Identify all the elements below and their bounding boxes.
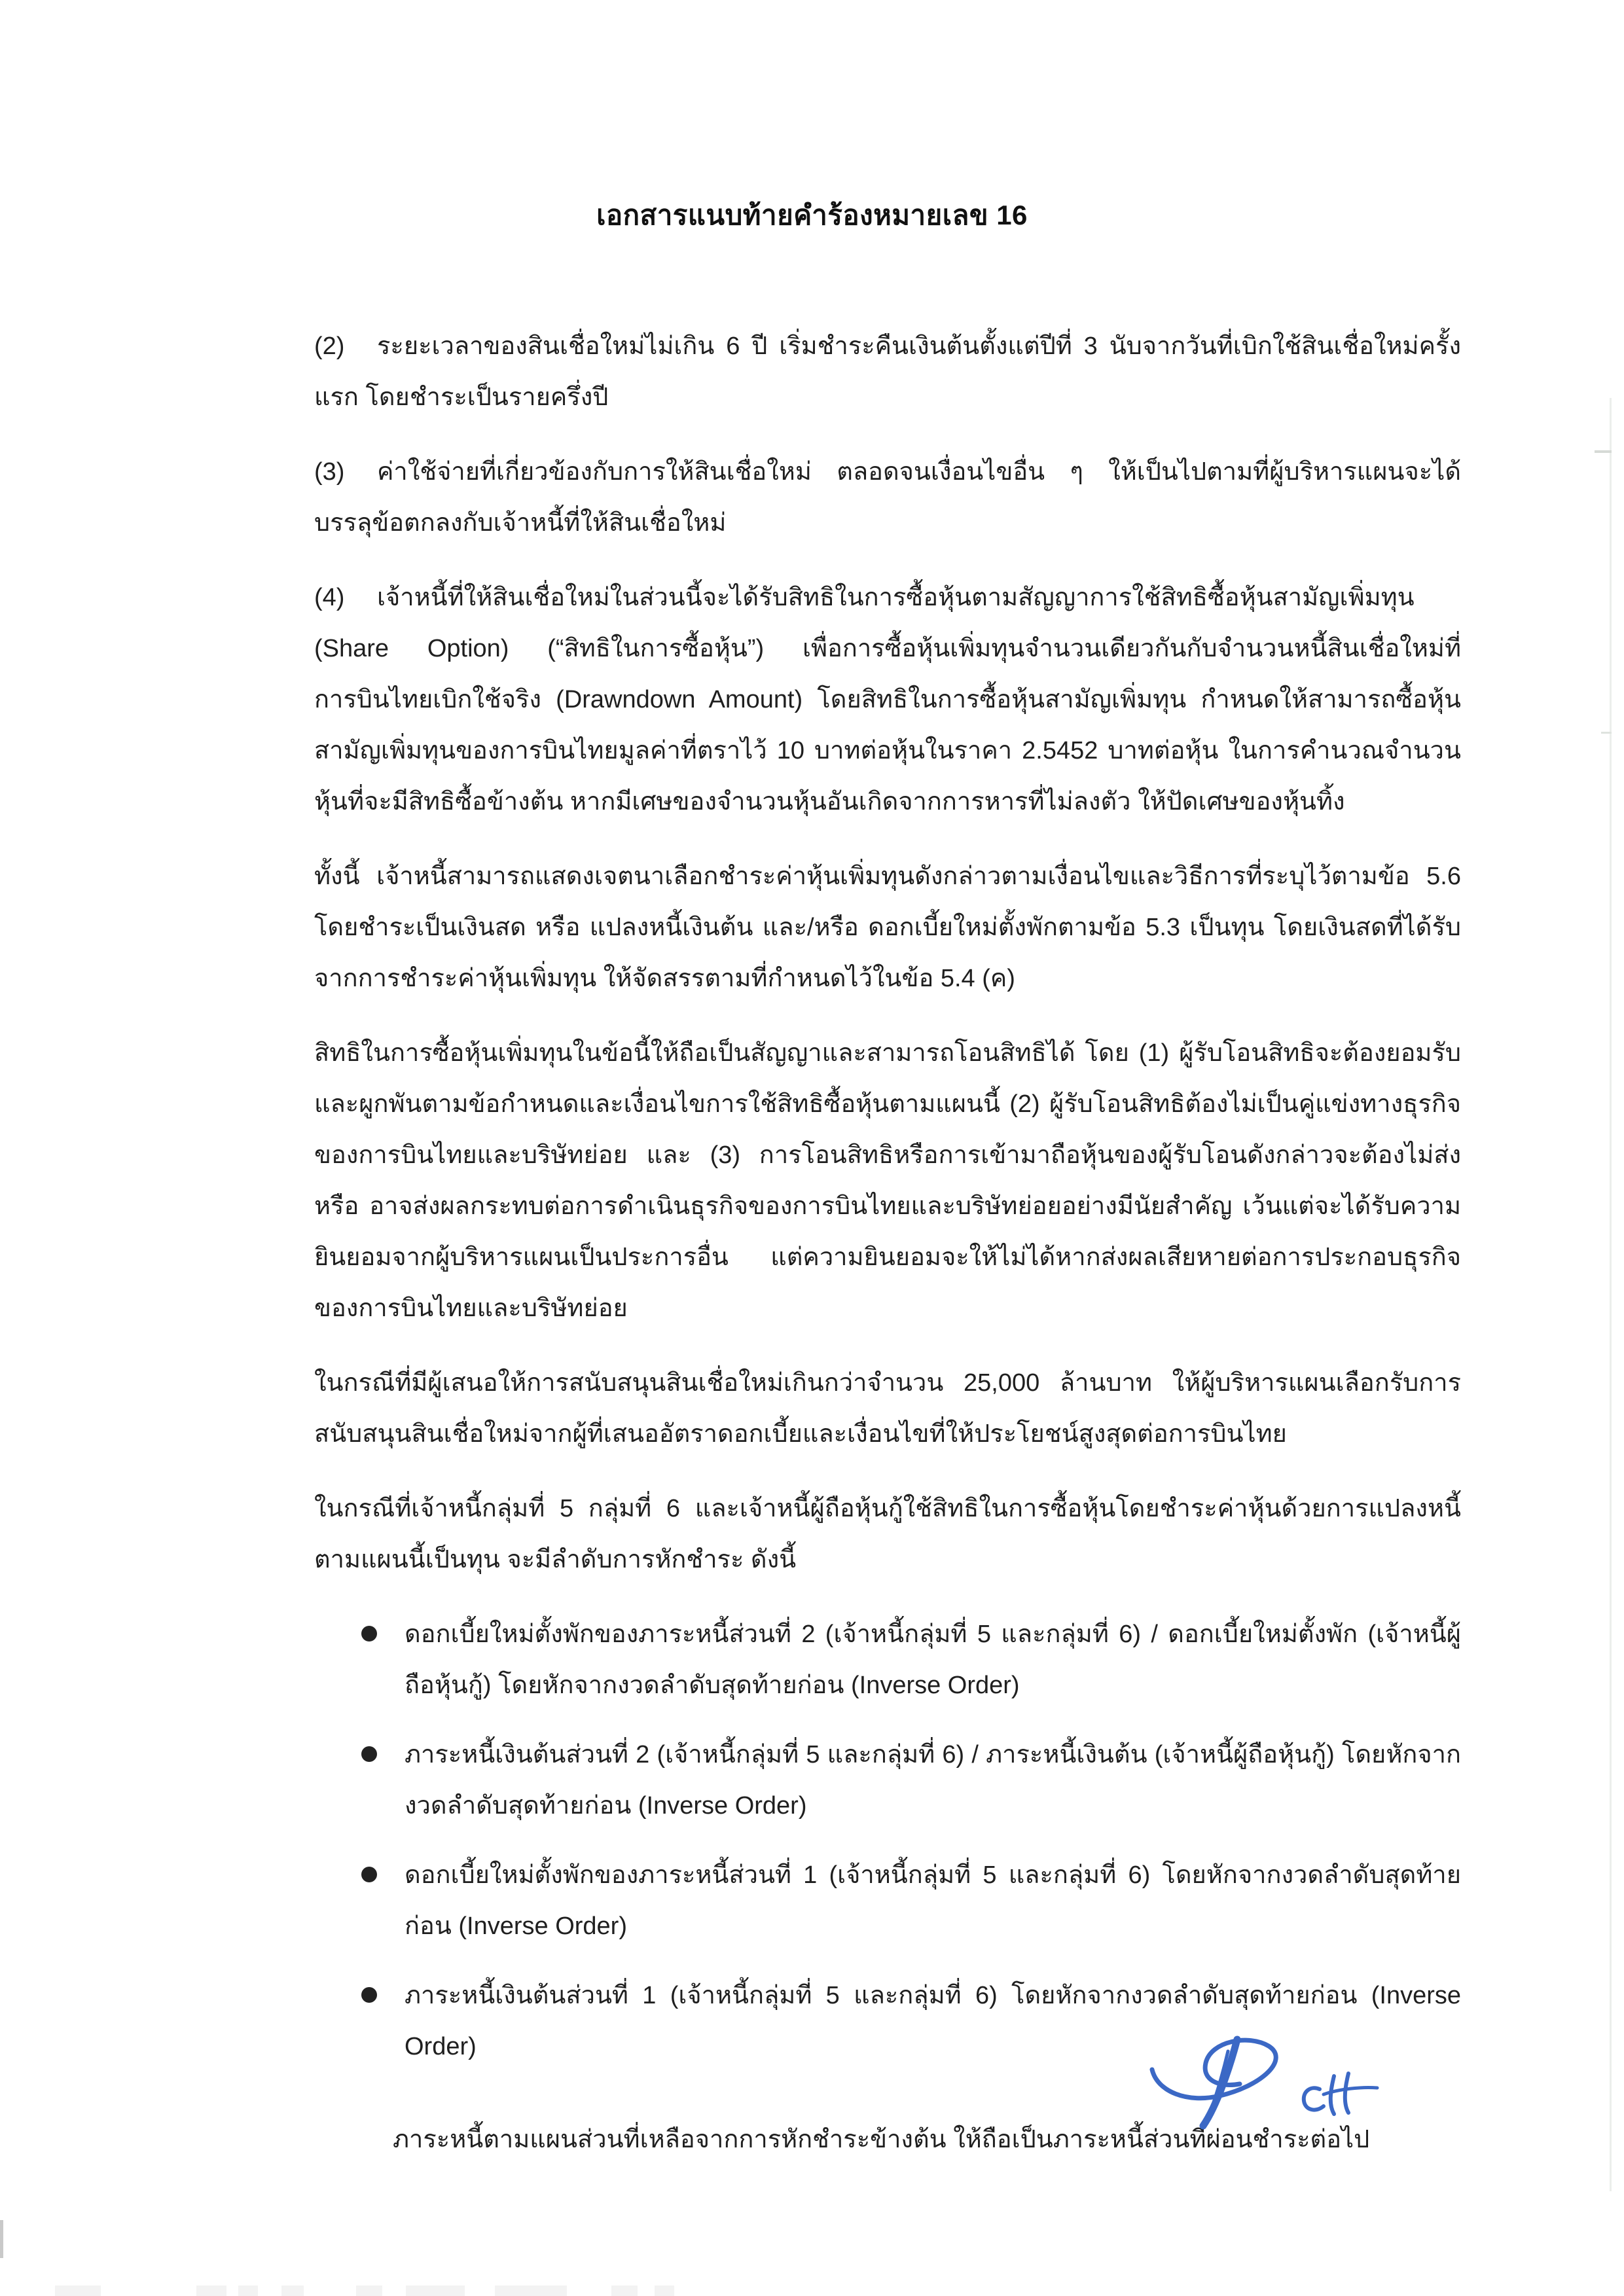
scan-artifact-dash [1595,450,1612,453]
scan-bleedthrough [611,2286,638,2296]
paragraph-deduction-order-intro: ในกรณีที่เจ้าหนี้กลุ่มที่ 5 กลุ่มที่ 6 และเจ้าหนี้ผู้ถือหุ้นกู้ใช้สิทธิในการซื้อหุ้นโดยชำระค่าหุ้นด้วยการแปลงหนี้ตามแผนนี้เป็นทุน จะมีลำดับการหักชำระ ดังนี้ [314,1495,1461,1573]
scan-bleedthrough [406,2286,465,2296]
bullet-icon [361,1746,377,1762]
paragraph-4 [314,572,1461,827]
paragraph-note: ทั้งนี้ เจ้าหนี้สามารถแสดงเจตนาเลือกชำระค่าหุ้นเพิ่มทุนดังกล่าวตามเงื่อนไขและวิธีการที่ระบุไว้ตามข้อ 5.6 โดยชำระเป็นเงินสด หรือ แปลงหนี้เงินต้น และ/หรือ ดอกเบี้ยใหม่ตั้งพักตามข้อ 5.3 เป็นทุน โดยเงินสดที่ได้รับจากการชำระค่าหุ้นเพิ่มทุน ให้จัดสรรตามที่กำหนดไว้ในข้อ 5.4 (ค) [314,863,1461,992]
signature-initial-t2 [1345,2073,1348,2113]
scan-bleedthrough [495,2286,567,2296]
bullet-icon [361,1867,377,1882]
list-item [314,1729,1461,1831]
paragraph-text: ค่าใช้จ่ายที่เกี่ยวข้องกับการให้สินเชื่อใหม่ ตลอดจนเงื่อนไขอื่น ๆ ให้เป็นไปตามที่ผู้บริหารแผนจะได้บรรลุข้อตกลงกับเจ้าหนี้ที่ให้สินเชื่อใหม่ [314,458,1461,537]
paragraph-number: (4) [314,584,345,611]
list-item-text: ภาระหนี้เงินต้นส่วนที่ 1 (เจ้าหนี้กลุ่มที่ 5 และกลุ่มที่ 6) โดยหักจากงวดลำดับสุดท้ายก่อน (Inverse Order) [405,1982,1461,2060]
paragraph-text: ระยะเวลาของสินเชื่อใหม่ไม่เกิน 6 ปี เริ่มชำระคืนเงินต้นตั้งแต่ปีที่ 3 นับจากวันที่เบิกใช้สินเชื่อใหม่ครั้งแรก โดยชำระเป็นรายครึ่งปี [314,332,1461,411]
paragraph-excess-offer: ในกรณีที่มีผู้เสนอให้การสนับสนุนสินเชื่อใหม่เกินกว่าจำนวน 25,000 ล้านบาท ให้ผู้บริหารแผนเลือกรับการสนับสนุนสินเชื่อใหม่จากผู้ที่เสนออัตราดอกเบี้ยและเงื่อนไขที่ให้ประโยชน์สูงสุดต่อการบินไทย [314,1369,1461,1448]
paragraph-number: (2) [314,332,345,360]
scan-bleedthrough [655,2286,674,2296]
scan-bleedthrough [238,2286,258,2296]
paragraph-2 [314,321,1461,423]
bullet-icon [361,1987,377,2003]
signature-initial-c [1304,2088,1324,2109]
bullet-icon [361,1626,377,1641]
list-item [314,1609,1461,1711]
scan-bleedthrough [281,2286,304,2296]
scan-artifact-dash [1601,732,1612,734]
list-item-text: ดอกเบี้ยใหม่ตั้งพักของภาระหนี้ส่วนที่ 2 (เจ้าหนี้กลุ่มที่ 5 และกลุ่มที่ 6) / ดอกเบี้ยใหม่ตั้งพัก (เจ้าหนี้ผู้ถือหุ้นกู้) โดยหักจากงวดลำดับสุดท้ายก่อน (Inverse Order) [405,1621,1461,1699]
list-item-text: ภาระหนี้เงินต้นส่วนที่ 2 (เจ้าหนี้กลุ่มที่ 5 และกลุ่มที่ 6) / ภาระหนี้เงินต้น (เจ้าหนี้ผู้ถือหุ้นกู้) โดยหักจากงวดลำดับสุดท้ายก่อน (Inverse Order) [405,1741,1461,1820]
deduction-order-list [314,1609,1461,2072]
signature-initial-t1 [1331,2076,1334,2114]
paragraph-text: เจ้าหนี้ที่ให้สินเชื่อใหม่ในส่วนนี้จะได้รับสิทธิในการซื้อหุ้นตามสัญญาการใช้สิทธิซื้อหุ้นสามัญเพิ่มทุน (Share Option) (“สิทธิในการซื้อหุ้น”) เพื่อการซื้อหุ้นเพิ่มทุนจำนวนเดียวกันกับจำนวนหนี้สินเชื่อใหม่ที่การบินไทยเบิกใช้จริง (Drawndown Amount) โดยสิทธิในการซื้อหุ้นสามัญเพิ่มทุน กำหนดให้สามารถซื้อหุ้นสามัญเพิ่มทุนของการบินไทยมูลค่าที่ตราไว้ 10 บาทต่อหุ้นในราคา 2.5452 บาทต่อหุ้น ในการคำนวณจำนวนหุ้นที่จะมีสิทธิซื้อข้างต้น หากมีเศษของจำนวนหุ้นอันเกิดจากการหารที่ไม่ลงตัว ให้ปัดเศษของหุ้นทิ้ง [314,584,1461,816]
handwritten-signature [1138,2024,1419,2178]
paragraph-number: (3) [314,458,345,486]
scan-artifact-edge-mark [0,2220,3,2258]
list-item [314,1850,1461,1952]
scan-bleedthrough [55,2286,101,2296]
scan-artifact-line [1610,398,1612,2191]
list-item-text: ดอกเบี้ยใหม่ตั้งพักของภาระหนี้ส่วนที่ 1 (เจ้าหนี้กลุ่มที่ 5 และกลุ่มที่ 6) โดยหักจากงวดลำดับสุดท้ายก่อน (Inverse Order) [405,1861,1461,1940]
closing-paragraph: ภาระหนี้ตามแผนส่วนที่เหลือจากการหักชำระข้างต้น ให้ถือเป็นภาระหนี้ส่วนที่ผ่อนชำระต่อไป [393,2126,1370,2153]
document-body [314,321,1461,2165]
paragraph-3 [314,446,1461,548]
scan-bleedthrough [356,2286,382,2296]
scan-bleedthrough [196,2286,226,2296]
paragraph-transfer-rights: สิทธิในการซื้อหุ้นเพิ่มทุนในข้อนี้ให้ถือเป็นสัญญาและสามารถโอนสิทธิได้ โดย (1) ผู้รับโอนสิทธิจะต้องยอมรับและผูกพันตามข้อกำหนดและเงื่อนไขการใช้สิทธิซื้อหุ้นตามแผนนี้ (2) ผู้รับโอนสิทธิต้องไม่เป็นคู่แข่งทางธุรกิจของการบินไทยและบริษัทย่อย และ (3) การโอนสิทธิหรือการเข้ามาถือหุ้นของผู้รับโอนดังกล่าวจะต้องไม่ส่ง หรือ อาจส่งผลกระทบต่อการดำเนินธุรกิจของการบินไทยและบริษัทย่อยอย่างมีนัยสำคัญ เว้นแต่จะได้รับความยินยอมจากผู้บริหารแผนเป็นประการอื่น แต่ความยินยอมจะให้ไม่ได้หากส่งผลเสียหายต่อการประกอบธุรกิจของการบินไทยและบริษัทย่อย [314,1039,1461,1322]
signature-flourish [1152,2040,1276,2098]
page-title: เอกสารแนบท้ายคำร้องหมายเลข 16 [596,200,1028,230]
